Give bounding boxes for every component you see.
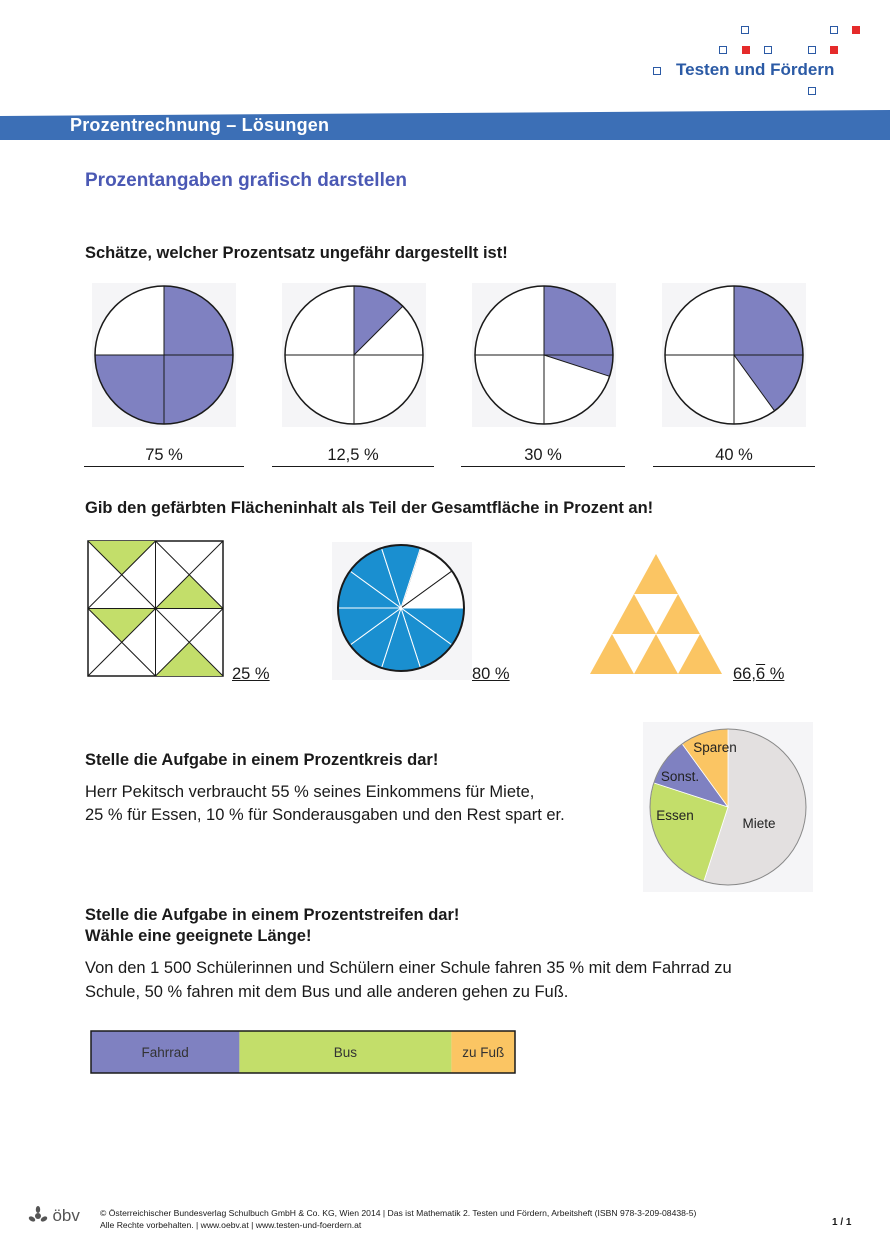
task1-pie-1 xyxy=(92,283,236,427)
task1-instruction: Schätze, welcher Prozentsatz ungefähr dargestellt ist! xyxy=(85,244,508,262)
page-number: 1 / 1 xyxy=(832,1217,852,1228)
task3-pie-label: Sonst. xyxy=(660,769,700,784)
task4-strip-label: zu Fuß xyxy=(462,1045,505,1060)
task1-pie-4 xyxy=(662,283,806,427)
task3-pie-label: Sparen xyxy=(693,740,737,755)
task4-strip-label: Bus xyxy=(333,1045,358,1060)
task4-text-line2: Schule, 50 % fahren mit dem Bus und alle anderen gehen zu Fuß. xyxy=(85,983,569,1001)
footer-copyright xyxy=(100,1207,696,1231)
section-title: Prozentangaben grafisch darstellen xyxy=(85,170,408,191)
task2-triangle-figure xyxy=(586,550,726,680)
task2-answer-triangle-unit: % xyxy=(765,665,785,683)
task2-circle-figure xyxy=(332,542,472,682)
oebv-logo xyxy=(28,1206,80,1226)
task1-answer-1: 75 % xyxy=(84,444,244,467)
task4-text-line1: Von den 1 500 Schülerinnen und Schülern einer Schule fahren 35 % mit dem Fahrrad zu xyxy=(85,959,732,977)
task1-answer-2: 12,5 % xyxy=(272,444,434,467)
task1-answer-3: 30 % xyxy=(461,444,625,467)
task1-pie-charts xyxy=(0,280,890,420)
page-title: Prozentrechnung – Lösungen xyxy=(70,115,330,135)
task2-answer-square: 25 % xyxy=(232,665,270,683)
footer-line2: Alle Rechte vorbehalten. | www.oebv.at | www.testen-und-foerdern.at xyxy=(100,1220,362,1230)
logo-text: Testen und Fördern xyxy=(676,60,835,79)
task3-text-line2: 25 % für Essen, 10 % für Sonderausgaben und den Rest spart er. xyxy=(85,806,565,824)
task4-strip-label: Fahrrad xyxy=(141,1045,189,1060)
oebv-logo-text: öbv xyxy=(52,1206,80,1225)
task2-square-figure xyxy=(87,540,227,680)
task3-pie-label: Miete xyxy=(742,816,776,831)
task1-pie-3 xyxy=(472,283,616,427)
footer-line1: © Österreichischer Bundesverlag Schulbuch GmbH & Co. KG, Wien 2014 | Das ist Mathematik 2. Testen und Fördern, Arbeitsheft (ISBN 978-3-209-08438-5) xyxy=(100,1208,697,1218)
task2-answer-circle: 80 % xyxy=(472,665,510,683)
task1-answer-4: 40 % xyxy=(653,444,815,467)
task4-percent-strip xyxy=(89,1029,519,1077)
task4-instruction-line2: Wähle eine geeignete Länge! xyxy=(85,927,312,945)
task3-pie-chart xyxy=(643,722,813,892)
task4-instruction-line1: Stelle die Aufgabe in einem Prozentstreifen dar! xyxy=(85,906,460,924)
task2-answer-triangle-main: 66, xyxy=(733,665,756,683)
task2-instruction: Gib den gefärbten Flächeninhalt als Teil der Gesamtfläche in Prozent an! xyxy=(85,499,654,517)
task1-pie-2 xyxy=(282,283,426,427)
task2-answer-triangle-repeat: 6 xyxy=(755,665,766,683)
task3-instruction: Stelle die Aufgabe in einem Prozentkreis dar! xyxy=(85,751,439,769)
task3-pie-label: Essen xyxy=(656,808,694,823)
task3-text-line1: Herr Pekitsch verbraucht 55 % seines Einkommens für Miete, xyxy=(85,783,535,801)
oebv-star-icon xyxy=(28,1206,48,1226)
task2-answer-triangle xyxy=(733,665,784,684)
